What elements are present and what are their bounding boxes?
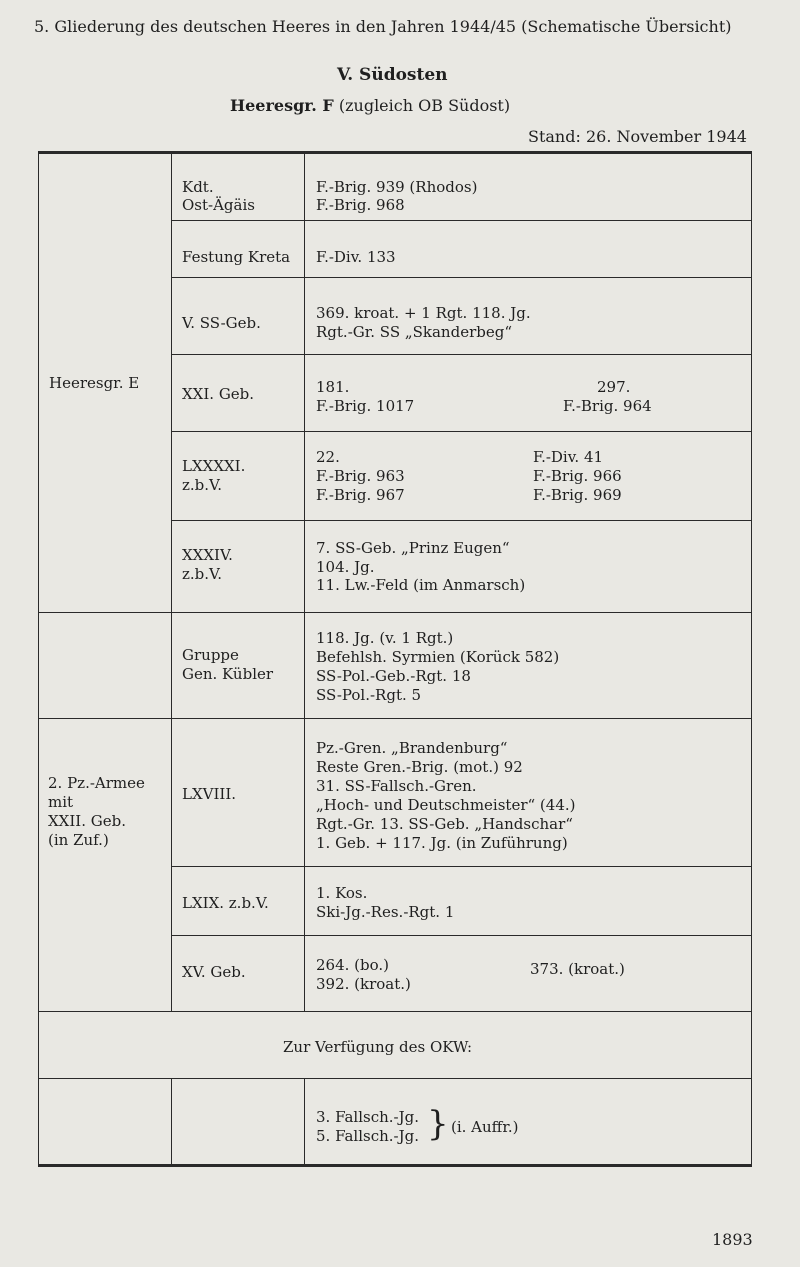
xv-left-1: 264. (bo.) bbox=[316, 956, 390, 974]
lxviii-label: LXVIII. bbox=[182, 785, 237, 803]
vssgeb-entry-2: Rgt.-Gr. SS „Skanderbeg“ bbox=[316, 323, 512, 341]
lxxxxi-left-1: 22. bbox=[316, 448, 340, 466]
pz-armee-line-2: mit bbox=[48, 793, 74, 811]
lxviii-entry-4: „Hoch- und Deutschmeister“ (44.) bbox=[316, 796, 576, 814]
table-left-border bbox=[38, 151, 39, 1167]
rule-after-lxix bbox=[171, 935, 751, 936]
kuebler-entry-2: Befehlsh. Syrmien (Korück 582) bbox=[316, 648, 560, 666]
xv-left-2: 392. (kroat.) bbox=[316, 975, 411, 993]
table-top-border bbox=[38, 151, 752, 154]
xxxiv-entry-3: 11. Lw.-Feld (im Anmarsch) bbox=[316, 576, 526, 594]
lxxxxi-left-2: F.-Brig. 963 bbox=[316, 467, 405, 485]
okw-note: (i. Auffr.) bbox=[451, 1118, 519, 1136]
page-number: 1893 bbox=[712, 1230, 753, 1249]
okw-entry-1: 3. Fallsch.-Jg. bbox=[316, 1108, 419, 1126]
xv-right-1: 373. (kroat.) bbox=[530, 960, 625, 978]
stand-date: Stand: 26. November 1944 bbox=[528, 127, 747, 146]
xxi-label: XXI. Geb. bbox=[182, 385, 255, 403]
lxviii-entry-6: 1. Geb. + 117. Jg. (in Zuführung) bbox=[316, 834, 568, 852]
kdt-entry-2: F.-Brig. 968 bbox=[316, 196, 405, 214]
rule-after-xxxiv bbox=[38, 612, 751, 613]
heeresgr-e-label: Heeresgr. E bbox=[49, 374, 140, 392]
lxix-entry-1: 1. Kos. bbox=[316, 884, 368, 902]
rule-after-vssgeb bbox=[171, 354, 751, 355]
lxxxxi-right-3: F.-Brig. 969 bbox=[533, 486, 622, 504]
table-bottom-border bbox=[38, 1164, 752, 1167]
kuebler-entry-1: 118. Jg. (v. 1 Rgt.) bbox=[316, 629, 454, 647]
kuebler-label-1: Gruppe bbox=[182, 646, 239, 664]
column-divider-1 bbox=[171, 151, 172, 1011]
army-group-heading bbox=[230, 98, 510, 114]
lxxxxi-label-1: LXXXXI. bbox=[182, 457, 246, 475]
xxxiv-entry-2: 104. Jg. bbox=[316, 558, 375, 576]
okw-brace: } bbox=[427, 1104, 449, 1144]
xxi-left-2: F.-Brig. 1017 bbox=[316, 397, 415, 415]
column-divider-1-okw bbox=[171, 1078, 172, 1166]
xv-label: XV. Geb. bbox=[182, 963, 246, 981]
xxi-left-1: 181. bbox=[316, 378, 350, 396]
lxviii-entry-1: Pz.-Gren. „Brandenburg“ bbox=[316, 739, 508, 757]
kreta-entry-1: F.-Div. 133 bbox=[316, 248, 396, 266]
okw-entry-2: 5. Fallsch.-Jg. bbox=[316, 1127, 419, 1145]
rule-after-kuebler bbox=[38, 718, 751, 719]
xxxiv-label-2: z.b.V. bbox=[182, 565, 223, 583]
rule-after-kreta bbox=[171, 277, 751, 278]
lxviii-entry-5: Rgt.-Gr. 13. SS-Geb. „Handschar“ bbox=[316, 815, 573, 833]
xxxiv-entry-1: 7. SS-Geb. „Prinz Eugen“ bbox=[316, 539, 510, 557]
column-divider-2 bbox=[304, 151, 305, 1011]
table-right-border bbox=[751, 151, 752, 1167]
rule-after-xxi bbox=[171, 431, 751, 432]
lxviii-entry-2: Reste Gren.-Brig. (mot.) 92 bbox=[316, 758, 523, 776]
column-divider-2-okw bbox=[304, 1078, 305, 1166]
lxix-entry-2: Ski-Jg.-Res.-Rgt. 1 bbox=[316, 903, 455, 921]
lxviii-entry-3: 31. SS-Fallsch.-Gren. bbox=[316, 777, 477, 795]
rule-after-xv bbox=[38, 1011, 751, 1012]
kuebler-entry-4: SS-Pol.-Rgt. 5 bbox=[316, 686, 422, 704]
kdt-label-1: Kdt. bbox=[182, 178, 214, 196]
kuebler-label-2: Gen. Kübler bbox=[182, 665, 274, 683]
lxxxxi-label-2: z.b.V. bbox=[182, 476, 223, 494]
kuebler-entry-3: SS-Pol.-Geb.-Rgt. 18 bbox=[316, 667, 471, 685]
rule-after-lxviii bbox=[171, 866, 751, 867]
rule-before-okw-entries bbox=[38, 1078, 751, 1079]
xxxiv-label-1: XXXIV. bbox=[182, 546, 233, 564]
pz-armee-line-4: (in Zuf.) bbox=[48, 831, 109, 849]
lxxxxi-left-3: F.-Brig. 967 bbox=[316, 486, 405, 504]
lxxxxi-right-2: F.-Brig. 966 bbox=[533, 467, 622, 485]
rule-after-kdt bbox=[171, 220, 751, 221]
vssgeb-entry-1: 369. kroat. + 1 Rgt. 118. Jg. bbox=[316, 304, 531, 322]
section-title: V. Südosten bbox=[337, 65, 448, 85]
page-header: 5. Gliederung des deutschen Heeres in den Jahren 1944/45 (Schematische Übersicht) bbox=[34, 17, 732, 36]
pz-armee-line-1: 2. Pz.-Armee bbox=[48, 774, 145, 792]
vssgeb-label: V. SS-Geb. bbox=[182, 314, 261, 332]
army-group-note: (zugleich OB Südost) bbox=[338, 96, 511, 115]
xxi-right-2: F.-Brig. 964 bbox=[563, 397, 652, 415]
kreta-label: Festung Kreta bbox=[182, 248, 291, 266]
lxix-label: LXIX. z.b.V. bbox=[182, 894, 269, 912]
lxxxxi-right-1: F.-Div. 41 bbox=[533, 448, 604, 466]
pz-armee-line-3: XXII. Geb. bbox=[48, 812, 126, 830]
kdt-entry-1: F.-Brig. 939 (Rhodos) bbox=[316, 178, 478, 196]
kdt-label-2: Ost-Ägäis bbox=[182, 196, 255, 214]
rule-after-lxxxxi bbox=[171, 520, 751, 521]
xxi-right-1: 297. bbox=[597, 378, 631, 396]
army-group-name: Heeresgr. F bbox=[230, 96, 334, 115]
okw-title: Zur Verfügung des OKW: bbox=[283, 1038, 473, 1056]
